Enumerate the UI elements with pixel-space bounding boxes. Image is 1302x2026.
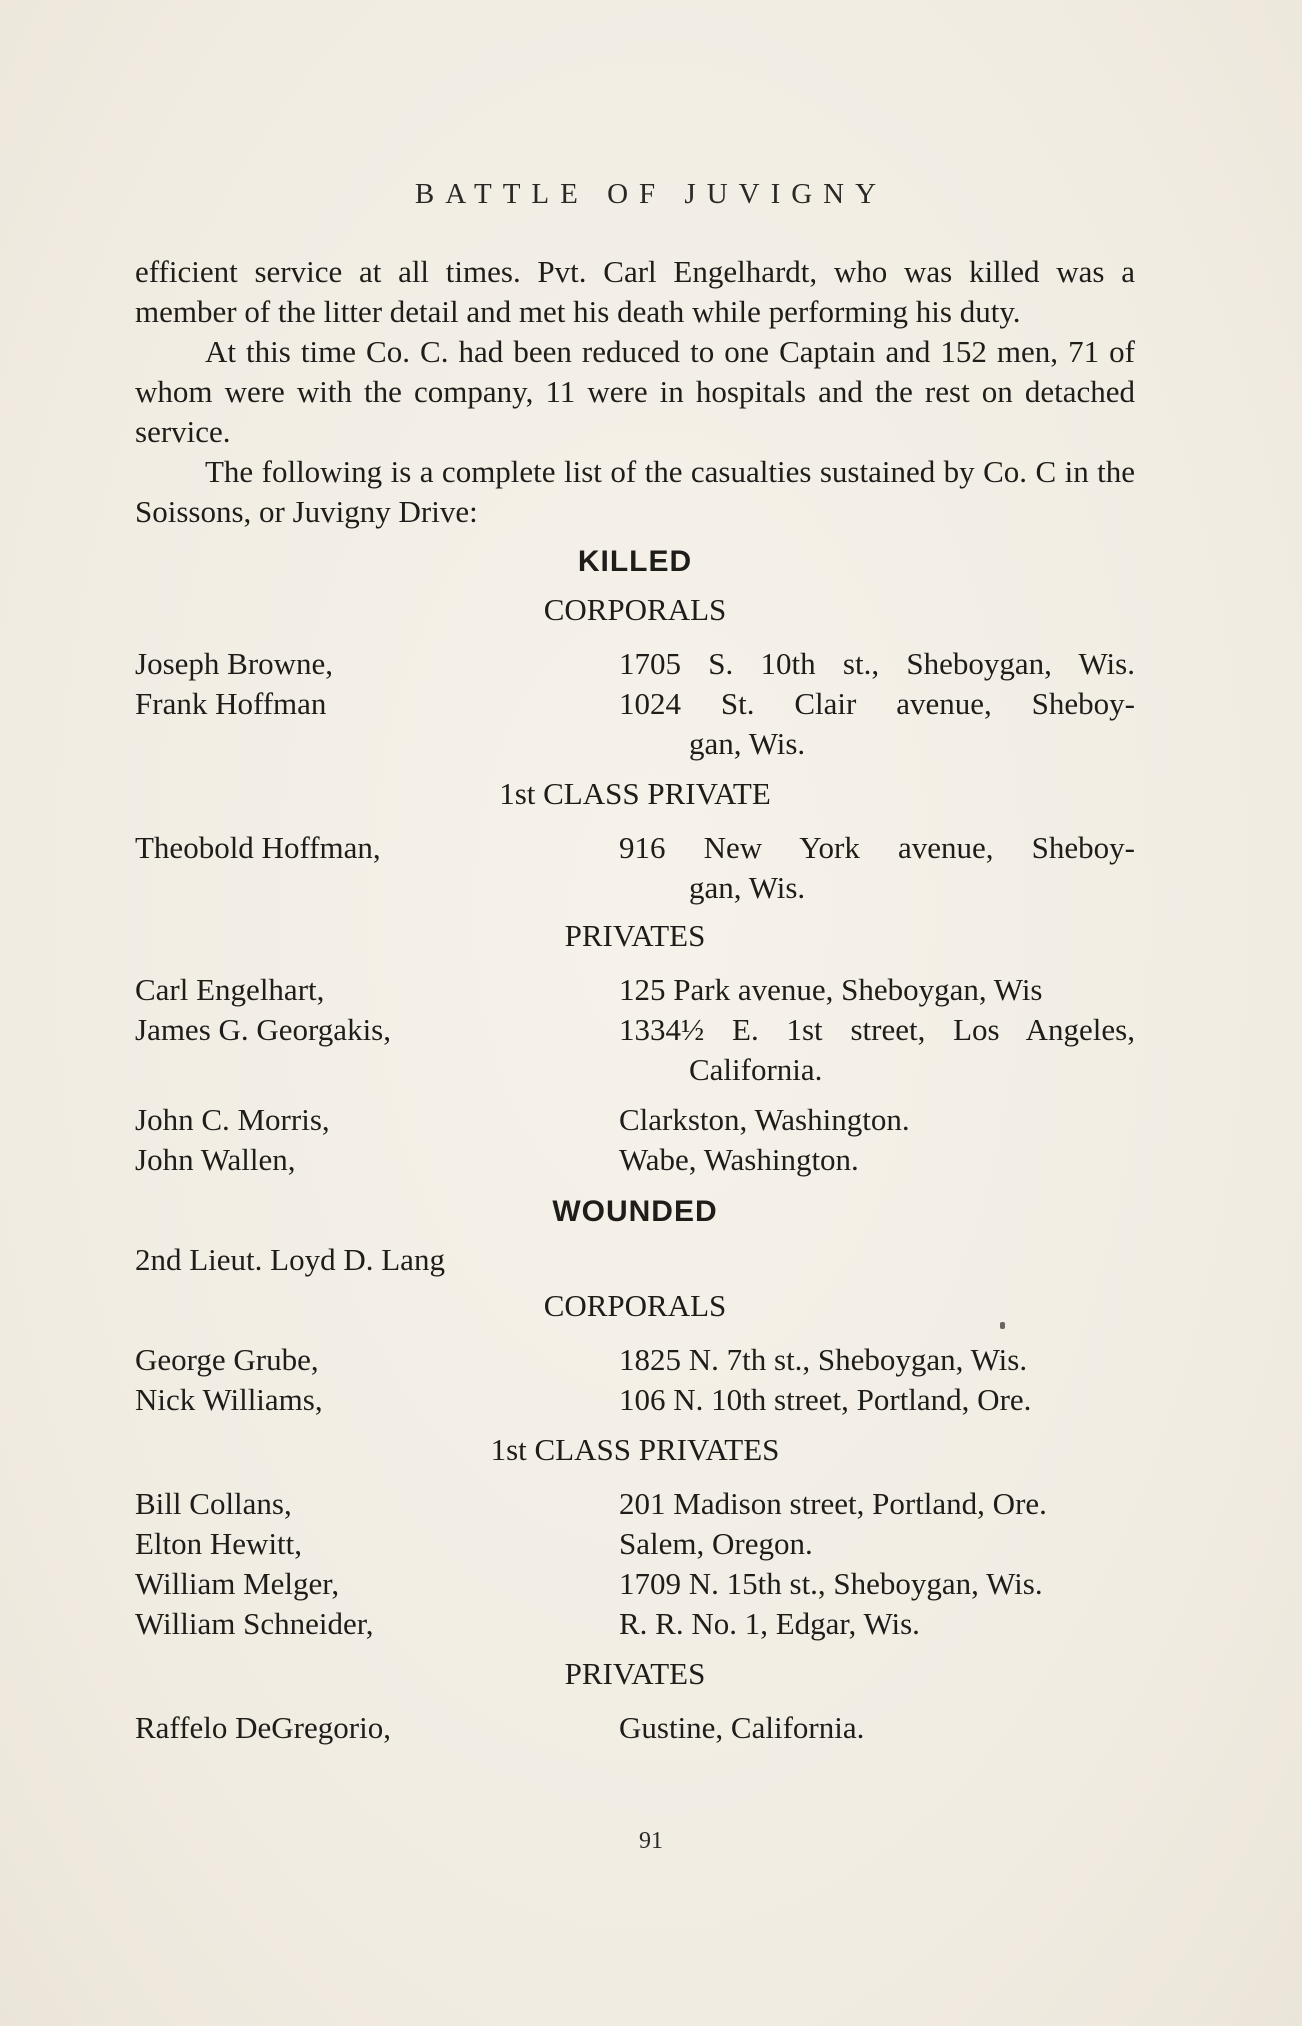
casualty-name: George Grube, xyxy=(135,1342,319,1377)
casualty-name: Joseph Browne, xyxy=(135,646,334,681)
address-line: Wabe, Washington. xyxy=(619,1142,859,1177)
casualty-entry xyxy=(135,1524,1135,1564)
casualty-entry xyxy=(135,1380,1135,1420)
address-line: 1709 N. 15th st., Sheboygan, Wis. xyxy=(619,1566,1043,1601)
casualty-name: Bill Collans, xyxy=(135,1486,292,1521)
casualty-address xyxy=(619,1524,1135,1564)
casualty-entry xyxy=(135,1484,1135,1524)
paragraph-continuation: efficient service at all times. Pvt. Carl Engelhardt, who was killed was a member of the litter detail and met his death while performing his duty. xyxy=(135,254,1135,329)
address-line: 106 N. 10th street, Portland, Ore. xyxy=(619,1382,1032,1417)
casualty-entry xyxy=(135,1708,1135,1748)
wounded-corporals-heading: CORPORALS xyxy=(543,1288,727,1323)
casualty-address xyxy=(619,684,1135,764)
address-line: 1334½ E. 1st street, Los Angeles, xyxy=(619,1012,1135,1047)
killed-first-class-heading: 1st CLASS PRIVATE xyxy=(499,776,771,811)
killed-corporals-heading: CORPORALS xyxy=(543,592,727,627)
casualty-address xyxy=(619,970,1135,1010)
casualty-address xyxy=(619,1484,1135,1524)
page-body xyxy=(135,252,1135,1748)
casualty-entry xyxy=(135,644,1135,684)
casualty-name: William Melger, xyxy=(135,1566,340,1601)
paragraph-company-strength: At this time Co. C. had been reduced to one Captain and 152 men, 71 of whom were with the company, 11 were in hospitals and the rest on detached service. xyxy=(135,334,1135,449)
casualty-address xyxy=(619,1140,1135,1180)
casualty-address xyxy=(619,1010,1135,1090)
casualty-entry xyxy=(135,1604,1135,1644)
address-line: 125 Park avenue, Sheboygan, Wis xyxy=(619,972,1043,1007)
address-line: Clarkston, Washington. xyxy=(619,1102,910,1137)
casualty-entry xyxy=(135,1340,1135,1380)
address-line: R. R. No. 1, Edgar, Wis. xyxy=(619,1606,920,1641)
address-line: 1705 S. 10th st., Sheboygan, Wis. xyxy=(619,646,1135,681)
casualty-address xyxy=(619,1340,1135,1380)
paper-speck xyxy=(1000,1322,1005,1329)
casualty-entry xyxy=(135,1140,1135,1180)
address-line: 1825 N. 7th st., Sheboygan, Wis. xyxy=(619,1342,1028,1377)
casualty-name: Raffelo DeGregorio, xyxy=(135,1710,391,1745)
running-head: BATTLE OF JUVIGNY xyxy=(414,178,888,210)
casualty-name: Theobold Hoffman, xyxy=(135,830,381,865)
casualty-address xyxy=(619,1100,1135,1140)
killed-privates-heading: PRIVATES xyxy=(564,918,706,953)
address-line: 1024 St. Clair avenue, Sheboy- xyxy=(619,686,1135,721)
address-continuation: gan, Wis. xyxy=(689,726,806,761)
casualty-address xyxy=(619,1708,1135,1748)
casualty-name: William Schneider, xyxy=(135,1606,374,1641)
killed-heading: KILLED xyxy=(577,545,693,578)
casualty-name: Carl Engelhart, xyxy=(135,972,325,1007)
address-line: 916 New York avenue, Sheboy- xyxy=(619,830,1135,865)
casualty-name: James G. Georgakis, xyxy=(135,1012,391,1047)
wounded-first-class-heading: 1st CLASS PRIVATES xyxy=(490,1432,780,1467)
casualty-entry xyxy=(135,1564,1135,1604)
address-line: Salem, Oregon. xyxy=(619,1526,813,1561)
casualty-name: Frank Hoffman xyxy=(135,686,327,721)
page-number: 91 xyxy=(639,1828,663,1854)
casualty-address xyxy=(619,1604,1135,1644)
casualty-address xyxy=(619,644,1135,684)
address-continuation: gan, Wis. xyxy=(689,870,806,905)
casualty-entry xyxy=(135,828,1135,908)
address-line: 201 Madison street, Portland, Ore. xyxy=(619,1486,1047,1521)
wounded-lieutenant: 2nd Lieut. Loyd D. Lang xyxy=(135,1242,445,1277)
casualty-address xyxy=(619,828,1135,908)
wounded-heading: WOUNDED xyxy=(552,1195,718,1228)
casualty-entry xyxy=(135,1010,1135,1090)
casualty-address xyxy=(619,1380,1135,1420)
casualty-entry xyxy=(135,684,1135,764)
casualty-name: John Wallen, xyxy=(135,1142,296,1177)
casualty-address xyxy=(619,1564,1135,1604)
paragraph-casualty-intro: The following is a complete list of the casualties sustained by Co. C in the Soissons, or Juvigny Drive: xyxy=(135,454,1135,529)
casualty-entry xyxy=(135,970,1135,1010)
address-continuation: California. xyxy=(689,1052,823,1087)
wounded-privates-heading: PRIVATES xyxy=(564,1656,706,1691)
casualty-name: John C. Morris, xyxy=(135,1102,330,1137)
address-line: Gustine, California. xyxy=(619,1710,865,1745)
casualty-entry xyxy=(135,1100,1135,1140)
casualty-name: Elton Hewitt, xyxy=(135,1526,303,1561)
casualty-name: Nick Williams, xyxy=(135,1382,323,1417)
